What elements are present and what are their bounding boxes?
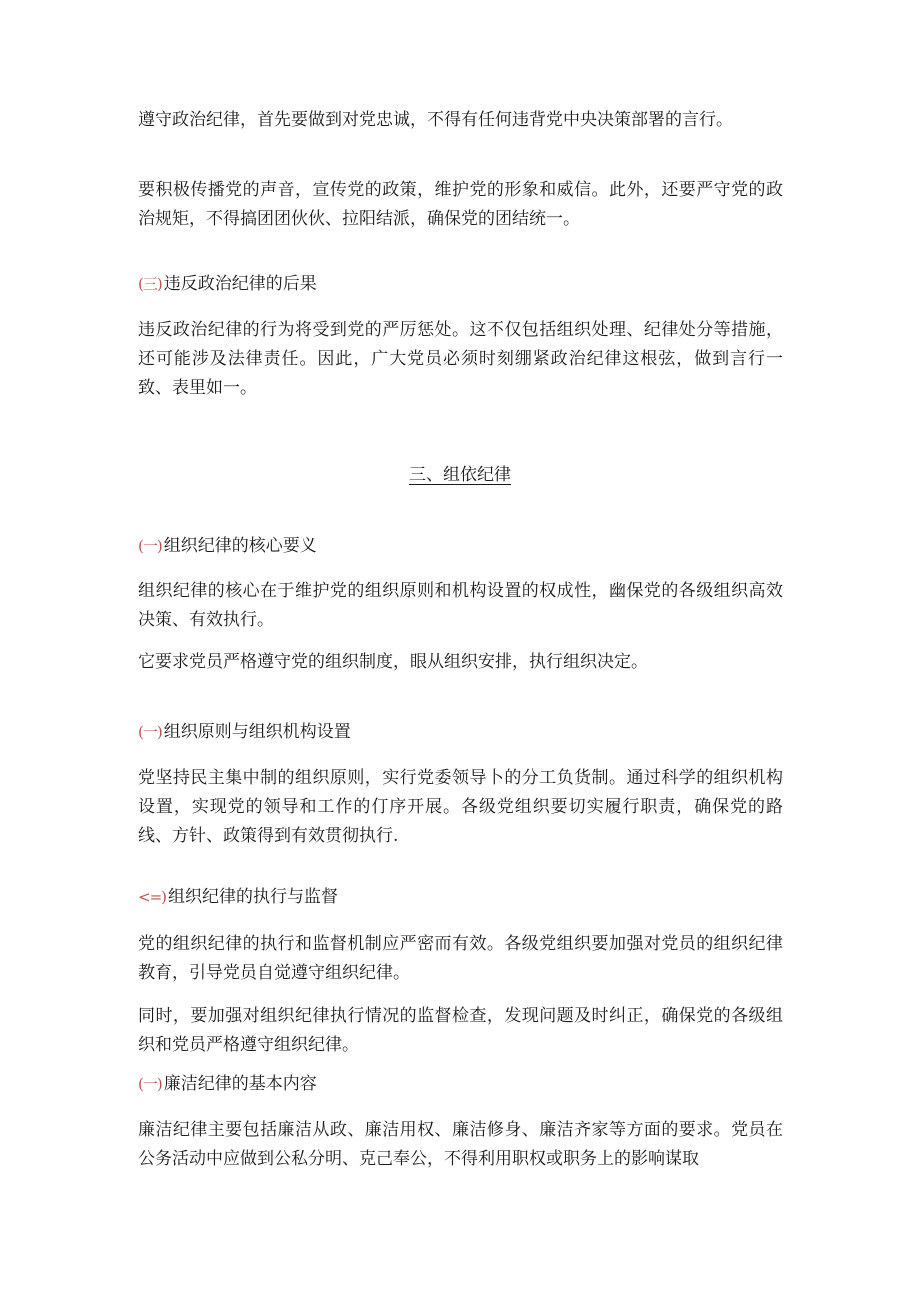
heading-text: 组织纪律的核心要义 bbox=[163, 536, 317, 556]
heading-text: 组织纪律的执行与监督 bbox=[168, 887, 338, 907]
heading-marker: (一) bbox=[138, 537, 162, 555]
paragraph-spread-voice: 要积极传播党的声音，宣传党的政策，维护党的形象和威信。此外，还要严守党的政治规矩，不得搞团团伙伙、拉阳结派，确保党的团结统一。 bbox=[138, 180, 783, 229]
heading-marker: <=) bbox=[138, 888, 166, 906]
paragraph-organizational-rules: 它要求党员严格遵守党的组织制度，眼从组织安排，执行组织决定。 bbox=[138, 652, 648, 672]
heading-marker: (一) bbox=[138, 723, 162, 741]
heading-execution-supervision bbox=[138, 883, 338, 912]
heading-political-consequences bbox=[138, 270, 317, 299]
paragraph-core-meaning: 组织纪律的核心在于维护党的组织原则和机构设置的权成性，幽保党的各级组织高效决策、有效执行。 bbox=[138, 581, 783, 630]
heading-marker: (一) bbox=[138, 1075, 162, 1093]
paragraph-democratic-centralism: 党坚持民主集中制的组织原则，实行党委领导卜的分工负货制。通过科学的组织机构设置，实现党的领导和工作的仃序开展。各级党组织要切实履行职责，确保党的路线、方针、政策得到有效贯彻执行. bbox=[138, 768, 783, 846]
heading-integrity-discipline bbox=[138, 1070, 317, 1099]
heading-text: 违反政治纪律的后果 bbox=[163, 274, 317, 294]
section-title bbox=[0, 461, 920, 490]
paragraph-inspection: 同时，要加强对组织纪律执行情况的监督检查，发现问题及时纠正，确保党的各级组织和党员严格遵守组织纪律。 bbox=[138, 1006, 783, 1055]
heading-text: 廉洁纪律的基本内容 bbox=[163, 1074, 317, 1094]
heading-core-meaning bbox=[138, 532, 317, 561]
heading-marker: (三) bbox=[138, 275, 162, 293]
section-title-text: 三、组依纪律 bbox=[409, 465, 511, 485]
paragraph-loyalty: 遵守政治纪律，首先要做到对党忠诚，不得有任何违背党中央决策部署的言行。 bbox=[138, 110, 733, 130]
heading-text: 组织原则与组织机构设置 bbox=[163, 722, 351, 742]
paragraph-integrity-content: 廉洁纪律主要包括廉洁从政、廉洁用权、廉洁修身、廉洁齐家等方面的要求。党员在公务活动中应做到公私分明、克己奉公，不得利用职权或职务上的影响谋取 bbox=[138, 1120, 783, 1169]
heading-organizational-principles bbox=[138, 718, 351, 747]
paragraph-consequences: 违反政治纪律的行为将受到党的严厉惩处。这不仅包括组织处理、纪律处分等措施，还可能涉及法律责任。因此，广大党员必须时刻绷紧政治纪律这根弦，做到言行一致、表里如一。 bbox=[138, 320, 783, 398]
paragraph-supervision-mechanism: 党的组织纪律的执行和监督机制应严密而有效。各级党组织要加强对党员的组织纪律教育，引导党员自觉遵守组织纪律。 bbox=[138, 934, 783, 983]
